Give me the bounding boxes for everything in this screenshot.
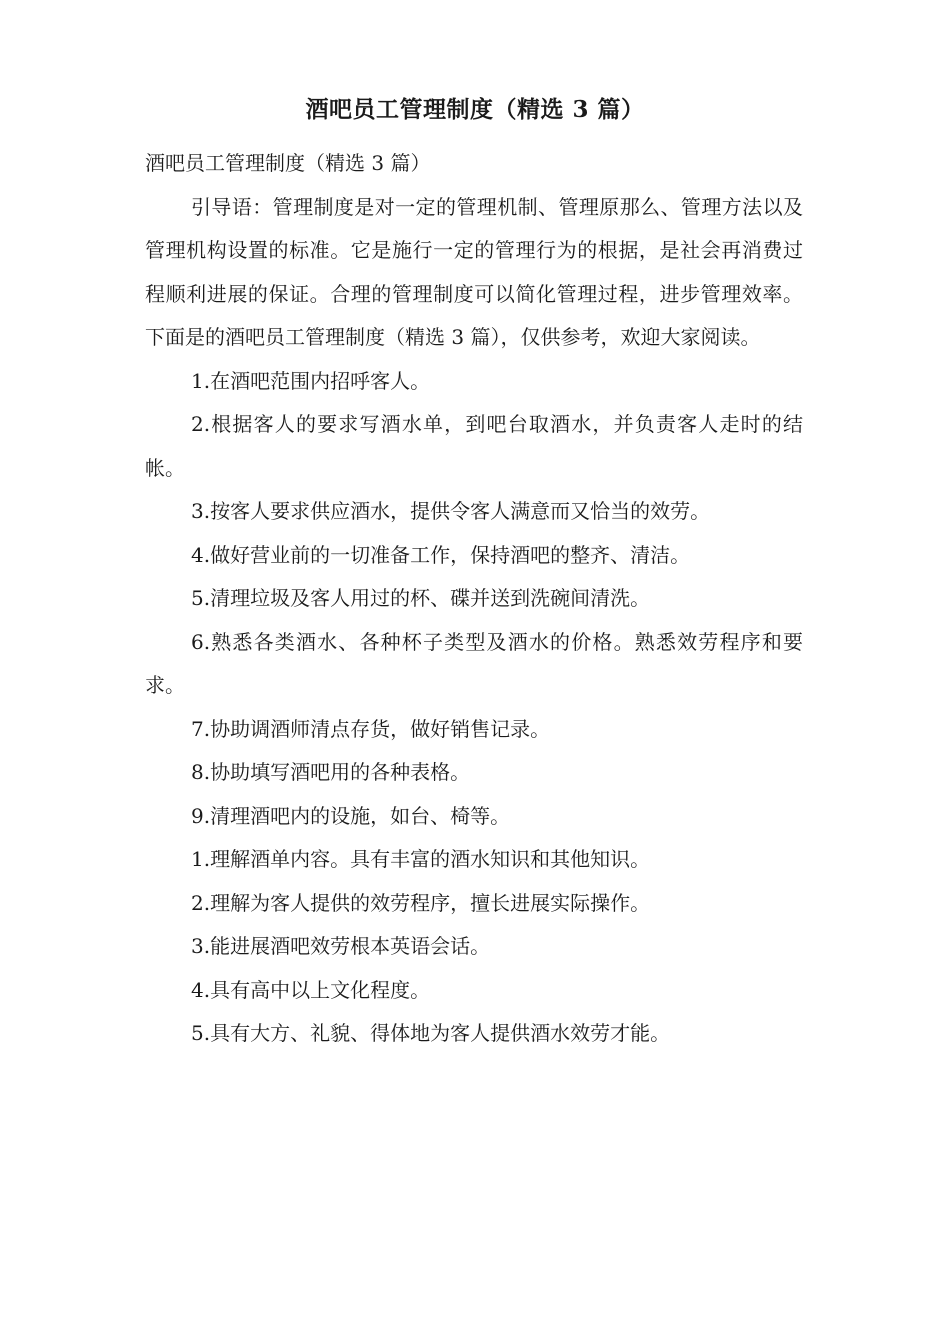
- duty-item: 6.熟悉各类酒水、各种杯子类型及酒水的价格。熟悉效劳程序和要求。: [145, 629, 803, 697]
- duty-item: 1.在酒吧范围内招呼客人。: [191, 368, 431, 393]
- duty-item: 5.清理垃圾及客人用过的杯、碟并送到洗碗间清洗。: [191, 586, 651, 610]
- intro-paragraph: 引导语：管理制度是对一定的管理机制、管理原那么、管理方法以及管理机构设置的标准。它是施行一定的管理行为的根据，是社会再消费过程顺利进展的保证。合理的管理制度可以简化管理过程，进步管理效率。下面是的酒吧员工管理制度（精选 3 篇），仅供参考，欢迎大家阅读。: [145, 194, 803, 349]
- document-subtitle: 酒吧员工管理制度（精选 3 篇）: [145, 151, 431, 175]
- requirement-item: 5.具有大方、礼貌、得体地为客人提供酒水效劳才能。: [191, 1021, 671, 1045]
- document-body: [145, 142, 803, 1056]
- duty-item: 3.按客人要求供应酒水，提供令客人满意而又恰当的效劳。: [191, 499, 711, 523]
- duty-item: 2.根据客人的要求写酒水单，到吧台取酒水，并负责客人走时的结帐。: [145, 412, 803, 480]
- duty-item: 8.协助填写酒吧用的各种表格。: [191, 760, 471, 784]
- requirement-item: 2.理解为客人提供的效劳程序，擅长进展实际操作。: [191, 890, 651, 915]
- requirement-item: 4.具有高中以上文化程度。: [191, 977, 431, 1002]
- document-title: 酒吧员工管理制度（精选 3 篇）: [305, 96, 645, 123]
- duty-item: 4.做好营业前的一切准备工作，保持酒吧的整齐、清洁。: [191, 542, 691, 567]
- duty-item: 7.协助调酒师清点存货，做好销售记录。: [191, 716, 551, 741]
- requirement-item: 3.能进展酒吧效劳根本英语会话。: [191, 934, 491, 958]
- requirement-item: 1.理解酒单内容。具有丰富的酒水知识和其他知识。: [191, 847, 651, 871]
- duty-item: 9.清理酒吧内的设施，如台、椅等。: [191, 803, 511, 828]
